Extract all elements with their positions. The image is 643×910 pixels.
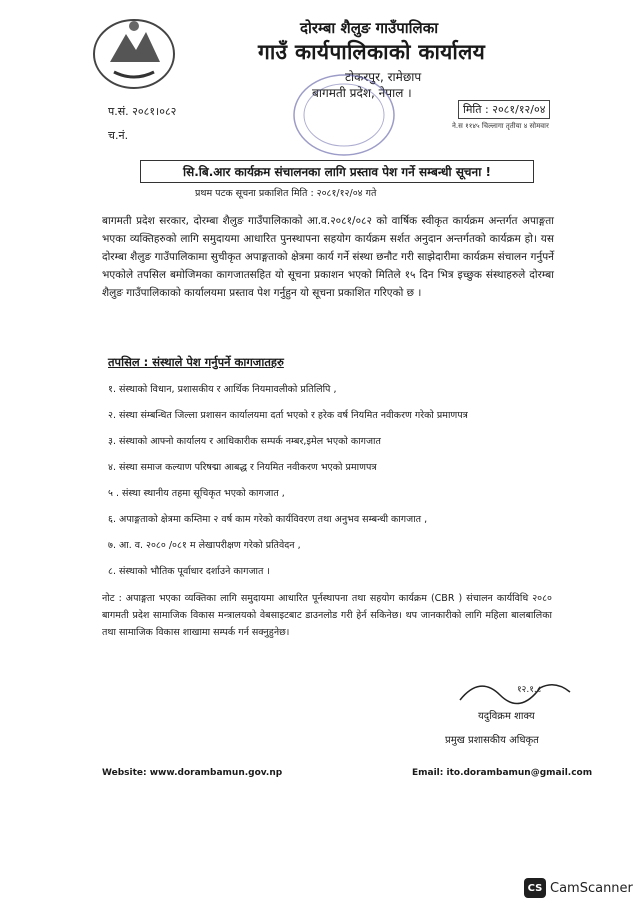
footer-email: Email: ito.dorambamun@gmail.com bbox=[412, 768, 593, 778]
camscanner-logo-icon: CS bbox=[524, 878, 546, 898]
signature-icon bbox=[455, 670, 575, 710]
camscanner-label: CamScanner bbox=[550, 880, 633, 896]
required-documents-heading: तपसिल : संस्थाले पेश गर्नुपर्ने कागजातहरु bbox=[108, 355, 284, 369]
footnote: नोट : अपाङ्गता भएका व्यक्तिका लागि समुदायमा आधारित पूर्नस्थापना तथा सहयोग कार्यक्रम (CBR ) संचालन कार्यविधि २०८० बागमती प्रदेश सामाजिक विकास मन्त्रालयको वेबसाइटबाट डाउनलोड गरी हेर्न सकिनेछ। थप जानकारीको लागि महिला बालबालिका तथा सामाजिक विकास शाखामा सम्पर्क गर्न सक्नुहुनेछ। bbox=[102, 593, 552, 638]
list-item: १. संस्थाको विधान, प्रशासकीय र आर्थिक नियमावलीको प्रतिलिपि , bbox=[108, 384, 337, 395]
nepal-sambat-note: ने.स ११४५ चिल्लागा तृतीया ४ सोमवार bbox=[452, 122, 549, 130]
list-item: ५ . संस्था स्थानीय तहमा सूचिकृत भएको कागजात , bbox=[108, 488, 285, 499]
list-item: ४. संस्था समाज कल्याण परिषद्मा आबद्ध र नियमित नवीकरण भएको प्रमाणपत्र bbox=[108, 462, 377, 473]
notice-title: सि.बि.आर कार्यक्रम संचालनका लागि प्रस्ताव पेश गर्ने सम्बन्धी सूचना ! bbox=[140, 160, 534, 183]
footer-website: Website: www.dorambamun.gov.np bbox=[102, 768, 283, 778]
list-item: ३. संस्थाको आफ्नो कार्यालय र आधिकारीक सम्पर्क नम्बर,इमेल भएको कागजात bbox=[108, 436, 381, 447]
letter-date: मिति : २०८१/१२/०४ bbox=[458, 100, 550, 119]
official-stamp-icon bbox=[288, 70, 400, 160]
nepal-emblem-icon bbox=[90, 12, 178, 92]
signatory-role: प्रमुख प्रशासकीय अधिकृत bbox=[445, 735, 539, 746]
signatory-name: यदुविक्रम शाक्य bbox=[478, 711, 535, 722]
letter-ps-number: प.सं. २०८१।०८२ bbox=[108, 105, 177, 118]
list-item: ७. आ. व. २०८० /०८१ म लेखापरीक्षण गरेको प्रतिवेदन , bbox=[108, 540, 301, 551]
first-published-date: प्रथम पटक सूचना प्रकाशित मिति : २०८१/१२/०४ गते bbox=[195, 188, 377, 199]
office-province: बागमती प्रदेश, नेपाल । bbox=[312, 86, 412, 100]
letter-ch-number: च.नं. bbox=[108, 129, 129, 142]
list-item: ६. अपाङ्गताको क्षेत्रमा कम्तिमा २ वर्ष काम गरेको कार्यविवरण तथा अनुभव सम्बन्धी कागजात , bbox=[108, 514, 428, 525]
municipality-name: दोरम्बा शैलुङ गाउँपालिका bbox=[300, 19, 439, 37]
list-item: ८. संस्थाको भौतिक पूर्वाधार दर्शाउने कागजात । bbox=[108, 566, 271, 577]
signature-date: १२.१.८ bbox=[517, 685, 542, 695]
office-name: गाउँ कार्यपालिकाको कार्यालय bbox=[258, 40, 486, 64]
notice-body: बागमती प्रदेश सरकार, दोरम्बा शैलुङ गाउँपालिकाको आ.व.२०८१/०८२ को वार्षिक स्वीकृत कार्यक्रम अन्तर्गत अपाङ्गता भएका व्यक्तिहरुको लागि समुदायमा आधारित पुनस्थापना सहयोग कार्यक्रम सर्शत अनुदान अन्तर्गतको कार्यक्रम हो। यस दोरम्बा शैलुङ गाउँपालिकामा सुचीकृत अपाङ्गताको क्षेत्रमा कार्य गर्ने संस्था छनौट गरी साझेदारीमा कार्यक्रम संचालन गर्नुपर्ने भएकोले तपसिल बमोजिमका कागजातसहित यो सूचना प्रकाशन भएको मितिले १५ दिन भित्र इच्छुक संस्थाहरुले दोरम्बा शैलुङ गाउँपालिकाको कार्यालयमा प्रस्ताव पेश गर्नुहुन यो सूचना प्रकाशित गरिएको छ । bbox=[102, 215, 554, 299]
list-item: २. संस्था संम्बन्धित जिल्ला प्रशासन कार्यालयमा दर्ता भएको र हरेक वर्ष नियमित नवीकरण गरेको प्रमाणपत्र bbox=[108, 410, 468, 421]
office-place: टोकरपुर, रामेछाप bbox=[345, 70, 422, 84]
camscanner-watermark bbox=[524, 878, 633, 898]
